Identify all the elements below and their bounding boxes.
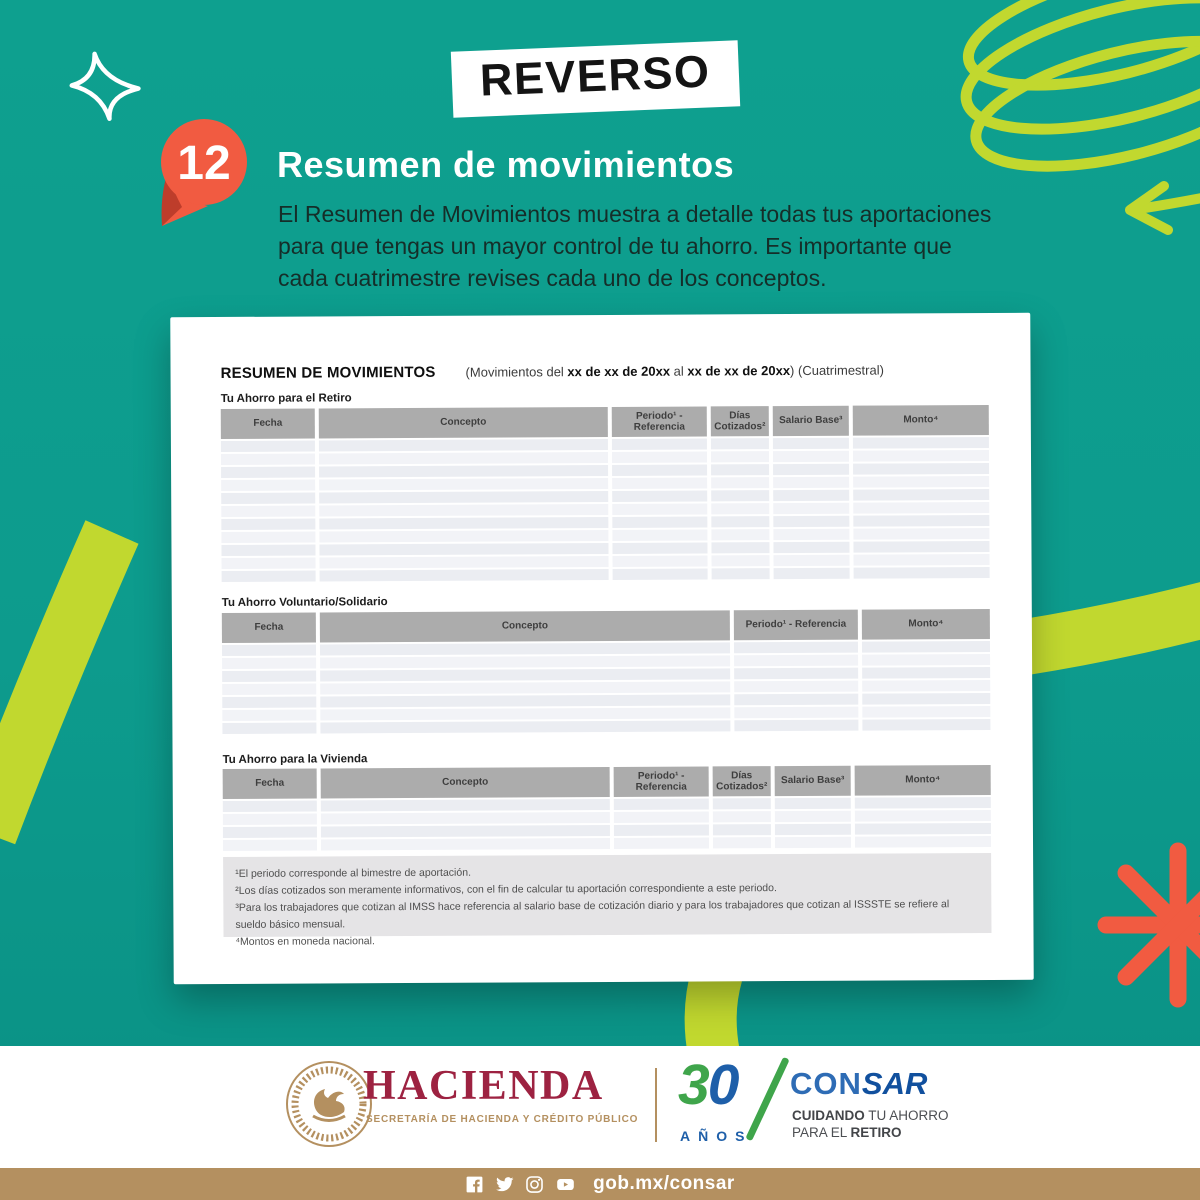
empty-cell bbox=[862, 654, 990, 666]
empty-cell bbox=[320, 556, 609, 569]
empty-cell bbox=[711, 477, 769, 488]
column-header: Días Cotizados² bbox=[713, 766, 771, 796]
twitter-icon[interactable] bbox=[495, 1175, 514, 1194]
table-vivienda bbox=[223, 765, 991, 853]
empty-cell bbox=[862, 719, 990, 731]
empty-cell bbox=[711, 516, 769, 527]
description-line: El Resumen de Movimientos muestra a detalle todas tus aportaciones bbox=[278, 201, 992, 227]
consar-anios-label: AÑOS bbox=[680, 1128, 753, 1144]
empty-cell bbox=[853, 437, 989, 449]
empty-cell bbox=[855, 823, 991, 835]
lime-arc-left-decoration bbox=[0, 532, 112, 834]
instagram-icon[interactable] bbox=[525, 1175, 544, 1194]
empty-cell bbox=[222, 709, 316, 720]
empty-cell bbox=[222, 683, 316, 694]
empty-cell bbox=[222, 696, 316, 707]
consar-con: CON bbox=[790, 1066, 862, 1101]
empty-cell bbox=[734, 720, 858, 732]
empty-cell bbox=[320, 707, 730, 720]
table-body bbox=[222, 641, 990, 734]
empty-cell bbox=[321, 812, 610, 825]
column-header: Periodo¹ -Referencia bbox=[614, 766, 709, 796]
starburst-decoration bbox=[1106, 851, 1200, 999]
empty-cell bbox=[222, 557, 316, 568]
period-prefix: (Movimientos del bbox=[465, 364, 568, 380]
empty-cell bbox=[222, 570, 316, 581]
left-arrow-decoration bbox=[1130, 186, 1200, 230]
empty-cell bbox=[711, 438, 769, 449]
empty-cell bbox=[711, 490, 769, 501]
bottom-bar bbox=[0, 1168, 1200, 1200]
empty-cell bbox=[223, 813, 317, 824]
empty-cell bbox=[773, 464, 849, 475]
empty-cell bbox=[775, 824, 851, 835]
empty-cell bbox=[853, 489, 989, 501]
tagline-bold: CUIDANDO bbox=[792, 1108, 865, 1123]
empty-cell bbox=[734, 707, 858, 719]
gobmx-url[interactable]: gob.mx/consar bbox=[593, 1173, 735, 1194]
empty-cell bbox=[223, 839, 317, 850]
empty-cell bbox=[221, 505, 315, 516]
digit-3: 3 bbox=[678, 1053, 708, 1117]
empty-cell bbox=[773, 503, 849, 514]
empty-cell bbox=[612, 503, 707, 514]
column-header: Concepto bbox=[320, 610, 730, 642]
empty-cell bbox=[319, 491, 608, 504]
empty-cell bbox=[855, 810, 991, 822]
empty-cell bbox=[613, 568, 708, 579]
empty-cell bbox=[862, 667, 990, 679]
empty-cell bbox=[222, 722, 316, 733]
empty-cell bbox=[612, 542, 707, 553]
empty-cell bbox=[775, 837, 851, 848]
empty-cell bbox=[862, 680, 990, 692]
footer bbox=[0, 1046, 1200, 1168]
empty-cell bbox=[614, 837, 709, 848]
empty-cell bbox=[614, 811, 709, 822]
lime-arc-right-decoration bbox=[1020, 608, 1200, 648]
column-header: Días Cotizados² bbox=[711, 406, 769, 436]
column-header: Concepto bbox=[321, 767, 610, 799]
empty-cell bbox=[320, 681, 730, 694]
section-label-retiro: Tu Ahorro para el Retiro bbox=[220, 392, 352, 405]
empty-cell bbox=[320, 569, 609, 582]
table-body bbox=[221, 437, 990, 582]
statement-header bbox=[221, 362, 884, 382]
tagline-rest: TU AHORRO bbox=[864, 1108, 949, 1123]
column-header: Monto⁴ bbox=[853, 405, 989, 436]
step-number: 12 bbox=[177, 137, 231, 190]
empty-cell bbox=[221, 441, 315, 452]
empty-cell bbox=[712, 568, 770, 579]
empty-cell bbox=[223, 800, 317, 811]
empty-cell bbox=[853, 476, 989, 488]
empty-cell bbox=[222, 657, 316, 668]
empty-cell bbox=[734, 642, 858, 654]
empty-cell bbox=[223, 826, 317, 837]
empty-cell bbox=[774, 555, 850, 566]
youtube-icon[interactable] bbox=[555, 1175, 576, 1194]
empty-cell bbox=[612, 438, 707, 449]
column-header: Periodo¹ - Referencia bbox=[734, 610, 858, 641]
period-suffix: ) (Cuatrimestral) bbox=[789, 362, 884, 379]
empty-cell bbox=[319, 465, 608, 478]
page-description bbox=[278, 198, 991, 294]
empty-cell bbox=[319, 452, 608, 465]
empty-cell bbox=[221, 454, 315, 465]
empty-cell bbox=[862, 706, 990, 718]
empty-cell bbox=[613, 555, 708, 566]
reverso-banner bbox=[451, 40, 740, 117]
empty-cell bbox=[711, 464, 769, 475]
empty-cell bbox=[774, 568, 850, 579]
reverso-label: REVERSO bbox=[478, 45, 712, 106]
empty-cell bbox=[711, 451, 769, 462]
empty-cell bbox=[612, 490, 707, 501]
empty-cell bbox=[612, 464, 707, 475]
empty-cell bbox=[853, 502, 989, 514]
empty-cell bbox=[734, 655, 858, 667]
mexican-coat-of-arms-seal bbox=[283, 1058, 375, 1150]
table-voluntario bbox=[222, 609, 991, 736]
empty-cell bbox=[773, 529, 849, 540]
empty-cell bbox=[853, 450, 989, 462]
consar-wordmark bbox=[790, 1066, 927, 1102]
footnote: ³Para los trabajadores que cotizan al IMSS hace referencia al salario base de cotización diario y para los trabajadores que cotizan al ISSSTE se refiere al sueldo básico mensual. bbox=[235, 898, 950, 931]
footer-divider bbox=[655, 1068, 657, 1142]
empty-cell bbox=[221, 518, 315, 529]
step-badge bbox=[146, 114, 258, 244]
statement-title: RESUMEN DE MOVIMIENTOS bbox=[220, 363, 436, 382]
empty-cell bbox=[320, 642, 730, 655]
empty-table-row bbox=[222, 719, 990, 734]
consar-30-logo bbox=[678, 1053, 949, 1160]
period-middle: al bbox=[670, 363, 688, 379]
empty-cell bbox=[320, 720, 730, 733]
empty-cell bbox=[320, 655, 730, 668]
digit-0: 0 bbox=[707, 1053, 738, 1117]
empty-cell bbox=[711, 503, 769, 514]
description-line: para que tengas un mayor control de tu ahorro. Es importante que bbox=[278, 233, 952, 259]
hacienda-subtitle: SECRETARÍA DE HACIENDA Y CRÉDITO PÚBLICO bbox=[366, 1114, 639, 1125]
column-header: Monto⁴ bbox=[862, 609, 990, 640]
empty-cell bbox=[853, 528, 989, 540]
column-header: Fecha bbox=[222, 612, 316, 642]
empty-cell bbox=[854, 554, 990, 566]
footnote: ²Los días cotizados son meramente informativos, con el fin de calcular tu aportación correspondiente a este periodo. bbox=[235, 882, 777, 897]
empty-cell bbox=[320, 668, 730, 681]
empty-cell bbox=[321, 799, 610, 812]
empty-cell bbox=[712, 555, 770, 566]
tagline-rest: PARA EL bbox=[792, 1125, 851, 1140]
column-header: Concepto bbox=[319, 407, 608, 439]
statement-card bbox=[170, 313, 1033, 984]
empty-cell bbox=[853, 515, 989, 527]
empty-cell bbox=[853, 463, 989, 475]
empty-cell bbox=[734, 668, 858, 680]
empty-cell bbox=[319, 439, 608, 452]
empty-cell bbox=[773, 516, 849, 527]
empty-cell bbox=[221, 492, 315, 503]
empty-cell bbox=[321, 825, 610, 838]
consar-tagline-1 bbox=[792, 1108, 949, 1123]
section-label-voluntario: Tu Ahorro Voluntario/Solidario bbox=[221, 596, 388, 609]
column-header: Periodo¹ - Referencia bbox=[612, 406, 707, 436]
empty-cell bbox=[855, 836, 991, 848]
empty-cell bbox=[773, 451, 849, 462]
empty-cell bbox=[862, 641, 990, 653]
column-header: Fecha bbox=[223, 768, 317, 798]
tagline-bold: RETIRO bbox=[850, 1125, 902, 1140]
empty-cell bbox=[221, 544, 315, 555]
facebook-icon[interactable] bbox=[465, 1175, 484, 1194]
empty-cell bbox=[320, 694, 730, 707]
empty-cell bbox=[713, 824, 771, 835]
footnote: ¹El periodo corresponde al bimestre de aportación. bbox=[235, 866, 472, 880]
page-title: Resumen de movimientos bbox=[277, 144, 735, 185]
consar-30-number bbox=[678, 1052, 737, 1118]
empty-cell bbox=[614, 824, 709, 835]
empty-cell bbox=[612, 516, 707, 527]
empty-cell bbox=[319, 478, 608, 491]
description-line: cada cuatrimestre revises cada uno de los conceptos. bbox=[278, 265, 827, 291]
consar-tagline-2 bbox=[792, 1125, 902, 1140]
table-header-row bbox=[223, 765, 991, 799]
empty-cell bbox=[711, 542, 769, 553]
empty-cell bbox=[773, 490, 849, 501]
empty-cell bbox=[773, 477, 849, 488]
hacienda-logo-text: HACIENDA bbox=[363, 1063, 604, 1109]
empty-cell bbox=[713, 837, 771, 848]
empty-cell bbox=[222, 670, 316, 681]
empty-cell bbox=[612, 451, 707, 462]
column-header: Salario Base³ bbox=[775, 766, 851, 796]
consar-sar: SAR bbox=[861, 1066, 928, 1101]
empty-cell bbox=[854, 567, 990, 579]
empty-cell bbox=[734, 694, 858, 706]
empty-cell bbox=[614, 798, 709, 809]
empty-table-row bbox=[222, 567, 990, 582]
column-header: Fecha bbox=[221, 409, 315, 439]
empty-cell bbox=[713, 811, 771, 822]
empty-cell bbox=[319, 504, 608, 517]
table-body bbox=[223, 797, 991, 851]
empty-cell bbox=[862, 693, 990, 705]
column-header: Monto⁴ bbox=[855, 765, 991, 796]
period-date-end: xx de xx de 20xx bbox=[687, 363, 791, 379]
footnote: ⁴Montos en moneda nacional. bbox=[235, 935, 375, 948]
empty-cell bbox=[612, 529, 707, 540]
lime-arc-bottom-decoration bbox=[711, 974, 717, 1054]
footnotes-box bbox=[223, 853, 991, 948]
empty-cell bbox=[221, 467, 315, 478]
empty-cell bbox=[319, 517, 608, 530]
empty-cell bbox=[775, 811, 851, 822]
empty-cell bbox=[773, 542, 849, 553]
empty-cell bbox=[711, 529, 769, 540]
period-date-start: xx de xx de 20xx bbox=[567, 363, 671, 380]
sparkle-star-icon bbox=[69, 50, 142, 123]
statement-period bbox=[465, 363, 883, 380]
empty-cell bbox=[221, 479, 315, 490]
empty-cell bbox=[222, 644, 316, 655]
scribble-spiral-decoration bbox=[945, 0, 1200, 191]
empty-cell bbox=[319, 543, 608, 556]
empty-cell bbox=[713, 798, 771, 809]
empty-cell bbox=[773, 438, 849, 449]
empty-cell bbox=[221, 531, 315, 542]
empty-cell bbox=[853, 541, 989, 553]
empty-cell bbox=[612, 477, 707, 488]
empty-cell bbox=[319, 530, 608, 543]
column-header: Salario Base³ bbox=[773, 406, 849, 436]
table-retiro bbox=[221, 405, 990, 584]
section-label-vivienda: Tu Ahorro para la Vivienda bbox=[222, 753, 368, 766]
empty-cell bbox=[321, 838, 610, 851]
empty-cell bbox=[855, 797, 991, 809]
empty-table-row bbox=[223, 836, 991, 851]
table-header-row bbox=[222, 609, 990, 643]
empty-cell bbox=[775, 798, 851, 809]
table-header-row bbox=[221, 405, 989, 439]
empty-cell bbox=[734, 681, 858, 693]
